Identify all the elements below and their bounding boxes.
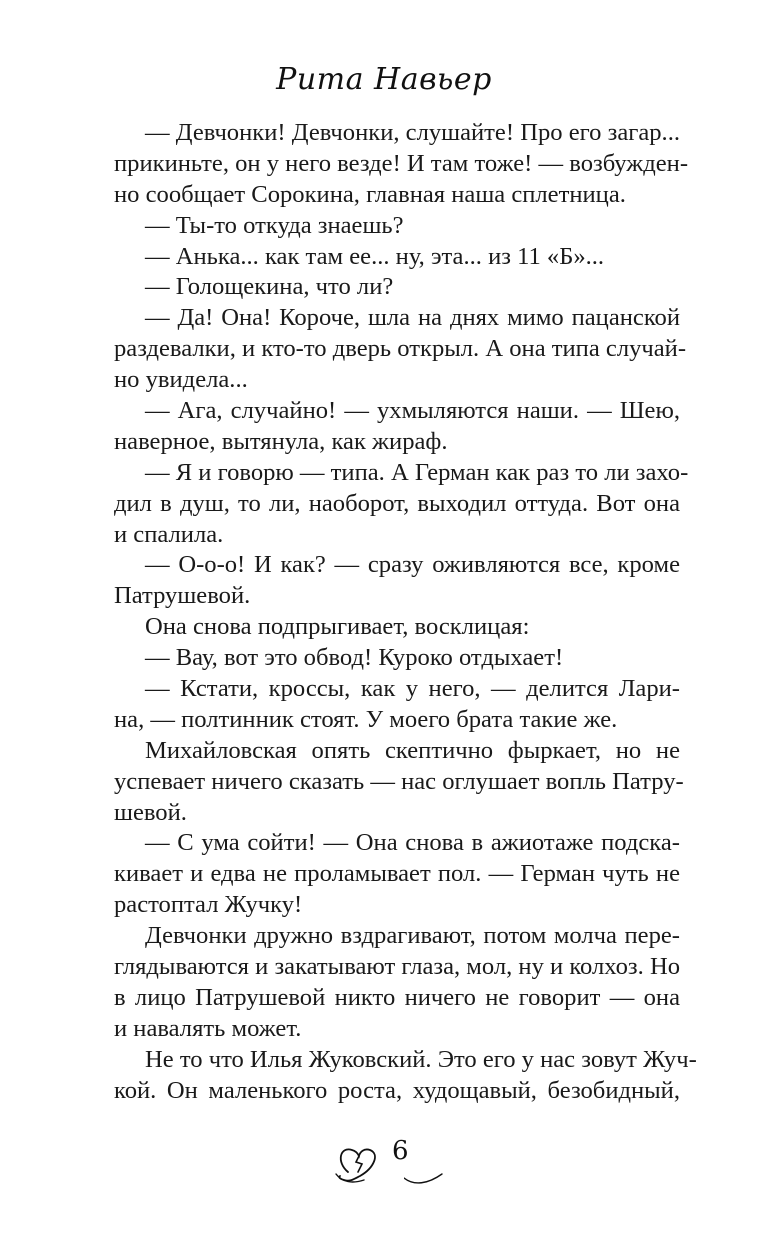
text-line: — Вау, вот это обвод! Куроко отдыхает! [145, 644, 564, 672]
text-line: — Я и говорю — типа. А Герман как раз то ли захо- [145, 458, 689, 486]
text-line: но сообщает Сорокина, главная наша сплетница. [114, 180, 626, 208]
page-number: 6 [392, 1136, 409, 1166]
text-line: — С ума сойти! — Она снова в ажиотаже подска- [145, 829, 680, 857]
text-line: кой. Он маленького роста, худощавый, безобидный, [114, 1076, 680, 1104]
text-line: раздевалки, и кто-то дверь открыл. А она типа случай- [114, 335, 687, 363]
text-line: — Анька... как там ее... ну, эта... из 11 «Б»... [145, 242, 605, 270]
text-line: — О-о-о! И как? — сразу оживляются все, кроме [145, 551, 680, 579]
text-line: прикиньте, он у него везде! И там тоже! — возбужден- [114, 149, 689, 177]
text-line: дил в душ, то ли, наоборот, выходил оттуда. Вот она [114, 489, 680, 517]
broken-heart-icon [334, 1132, 394, 1192]
text-line: Не то что Илья Жуковский. Это его у нас зовут Жуч- [145, 1045, 697, 1073]
text-line: — Девчонки! Девчонки, слушайте! Про его загар... [145, 119, 680, 146]
text-line: — Ага, случайно! — ухмыляются наши. — Шею, [145, 397, 680, 425]
text-line: глядываются и закатывают глаза, мол, ну и колхоз. Но [114, 953, 681, 981]
text-line: на, — полтинник стоят. У моего брата такие же. [114, 705, 618, 733]
text-line: в лицо Патрушевой никто ничего не говорит — она [114, 983, 680, 1011]
page-footer [334, 1132, 434, 1192]
text-line: но увидела... [114, 366, 248, 394]
text-line: — Кстати, кроссы, как у него, — делится Лари- [145, 675, 680, 703]
text-line: растоптал Жучку! [114, 891, 303, 919]
text-line: Патрушевой. [114, 582, 251, 610]
text-line: и спалила. [114, 520, 224, 548]
text-line: Девчонки дружно вздрагивают, потом молча пере- [145, 922, 680, 950]
page-body-text [114, 118, 697, 1107]
running-header-author: Рита Навьер [276, 62, 492, 97]
footer-flourish-icon [404, 1168, 444, 1188]
text-line: Она снова подпрыгивает, восклицая: [145, 613, 530, 641]
text-line: кивает и едва не проламывает пол. — Герман чуть не [114, 860, 680, 888]
text-line: и навалять может. [114, 1014, 302, 1042]
text-line: — Да! Она! Короче, шла на днях мимо пацанской [145, 304, 680, 332]
text-line: успевает ничего сказать — нас оглушает вопль Патру- [114, 767, 684, 795]
text-line: — Голощекина, что ли? [145, 273, 394, 301]
text-line: — Ты-то откуда знаешь? [145, 211, 404, 239]
text-line: Михайловская опять скептично фыркает, но не [145, 736, 680, 764]
text-line: шевой. [114, 798, 187, 826]
text-line: наверное, вытянула, как жираф. [114, 427, 448, 455]
